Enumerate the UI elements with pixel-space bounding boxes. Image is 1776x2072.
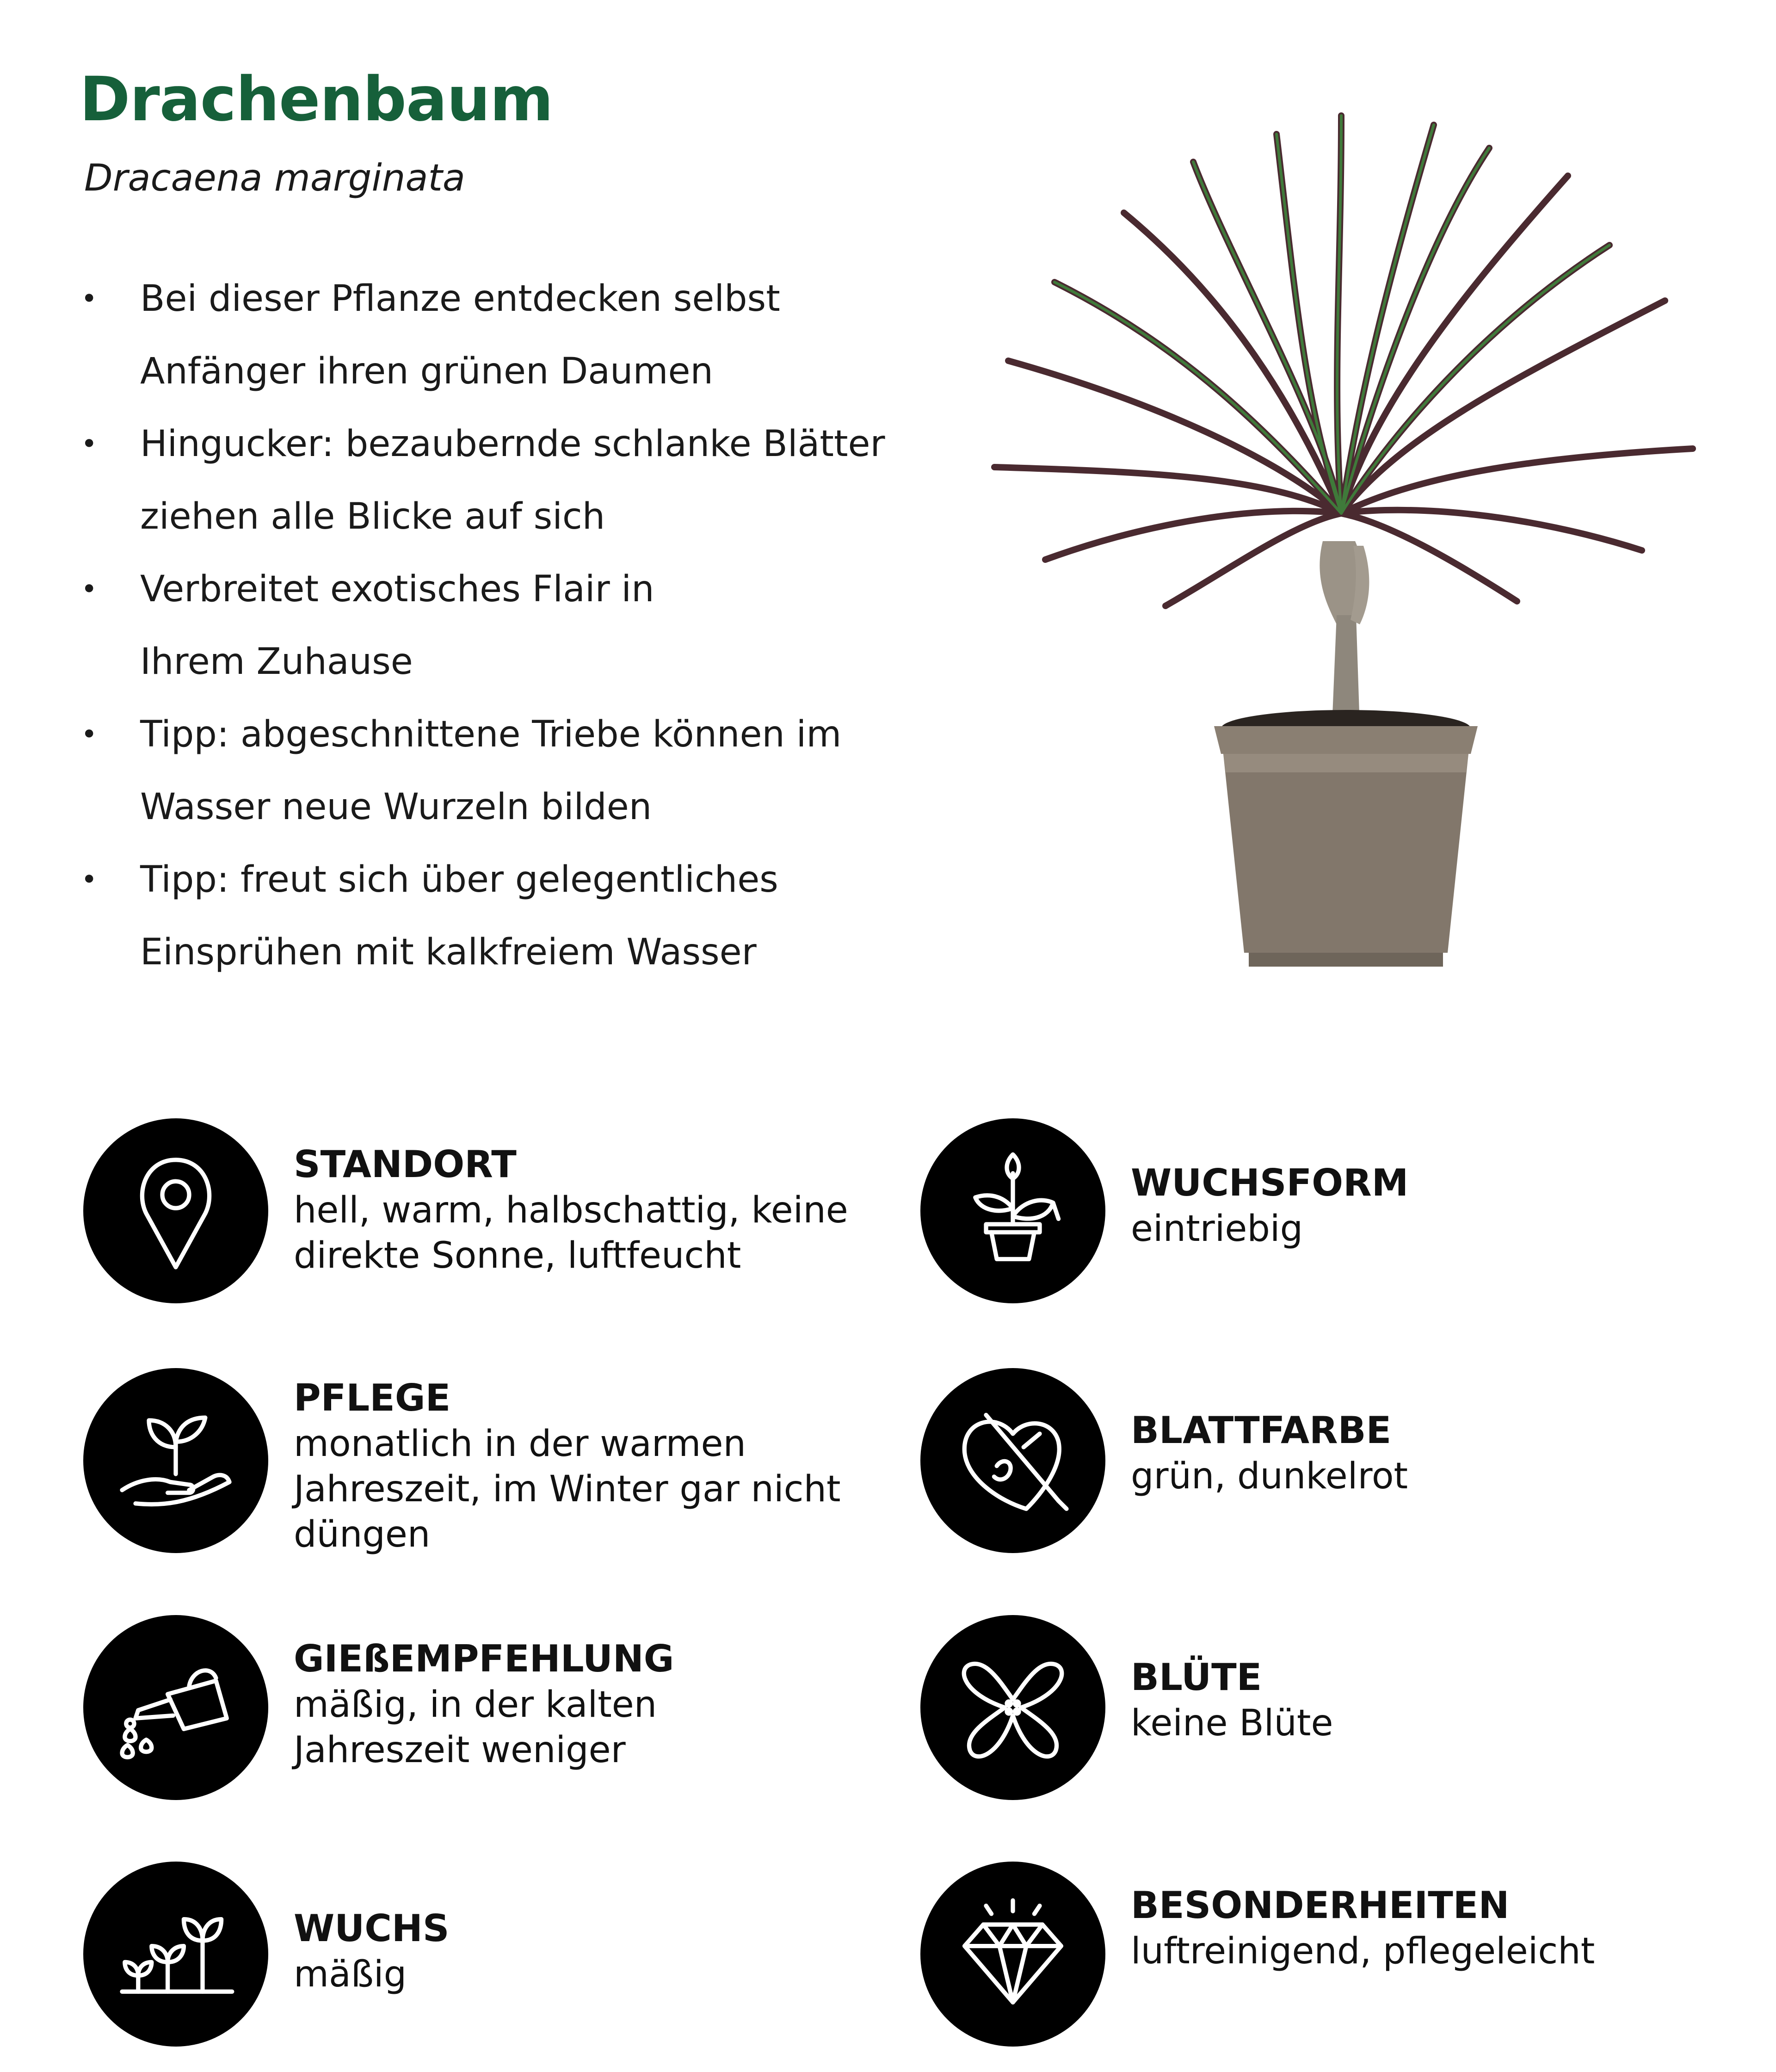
list-item bbox=[81, 263, 904, 335]
blattfarbe-value: grün, dunkelrot bbox=[1131, 1455, 1408, 1497]
property-giessempfehlung bbox=[83, 1615, 870, 1809]
wuchsform-text bbox=[1131, 1160, 1686, 1252]
trunk bbox=[1320, 541, 1369, 726]
standort-icon-badge bbox=[83, 1118, 268, 1303]
besonderheiten-icon-badge bbox=[920, 1862, 1105, 2047]
wuchs-icon-badge bbox=[83, 1862, 268, 2047]
flower-icon bbox=[946, 1640, 1080, 1775]
wuchsform-value: eintriebig bbox=[1131, 1208, 1303, 1250]
potted-plant-icon bbox=[946, 1144, 1080, 1278]
besonderheiten-text bbox=[1131, 1882, 1686, 1974]
list-item-text: ziehen alle Blicke auf sich bbox=[140, 496, 605, 537]
giessen-value: mäßig, in der kalten bbox=[294, 1684, 657, 1726]
standort-value: hell, warm, halbschattig, keine bbox=[294, 1190, 848, 1231]
list-item bbox=[81, 481, 904, 553]
list-item-text: Bei dieser Pflanze entdecken selbst bbox=[140, 278, 780, 320]
bullet-icon: • bbox=[81, 718, 98, 751]
property-pflege bbox=[83, 1368, 870, 1562]
pflege-value: monatlich in der warmen bbox=[294, 1423, 746, 1465]
list-item-text: Tipp: freut sich über gelegentliches bbox=[140, 859, 778, 900]
pflege-value: Jahreszeit, im Winter gar nicht bbox=[294, 1468, 841, 1510]
giessen-value: Jahreszeit weniger bbox=[294, 1729, 626, 1771]
property-bluete bbox=[920, 1615, 1707, 1809]
list-item bbox=[81, 771, 904, 844]
wuchsform-icon-badge bbox=[920, 1118, 1105, 1303]
list-item bbox=[81, 626, 904, 698]
bullet-icon: • bbox=[81, 428, 98, 460]
pflege-icon-badge bbox=[83, 1368, 268, 1553]
growing-sprouts-icon bbox=[109, 1887, 243, 2021]
pot bbox=[1214, 726, 1478, 967]
pflege-value: düngen bbox=[294, 1514, 431, 1555]
bluete-text bbox=[1131, 1654, 1686, 1746]
property-blattfarbe bbox=[920, 1368, 1707, 1562]
bullet-icon: • bbox=[81, 283, 98, 315]
pflege-label: PFLEGE bbox=[294, 1376, 451, 1419]
blattfarbe-label: BLATTFARBE bbox=[1131, 1409, 1392, 1452]
besonderheiten-value: luftreinigend, pflegeleicht bbox=[1131, 1930, 1595, 1972]
list-item-text: Wasser neue Wurzeln bilden bbox=[140, 786, 652, 828]
leaf-brush-icon bbox=[946, 1394, 1080, 1528]
leaves bbox=[994, 116, 1693, 606]
wuchs-value: mäßig bbox=[294, 1954, 407, 1995]
pflege-text bbox=[294, 1375, 849, 1557]
blattfarbe-text bbox=[1131, 1407, 1686, 1499]
bluete-label: BLÜTE bbox=[1131, 1656, 1262, 1699]
wuchs-text bbox=[294, 1906, 849, 1997]
besonderheiten-label: BESONDERHEITEN bbox=[1131, 1884, 1510, 1927]
bluete-value: keine Blüte bbox=[1131, 1702, 1333, 1744]
hand-seedling-icon bbox=[109, 1394, 243, 1528]
standort-label: STANDORT bbox=[294, 1143, 517, 1186]
list-item bbox=[81, 553, 904, 626]
list-item-text: Verbreitet exotisches Flair in bbox=[140, 568, 654, 610]
list-item bbox=[81, 335, 904, 408]
location-pin-icon bbox=[109, 1144, 243, 1278]
property-wuchs bbox=[83, 1862, 870, 2056]
list-item-text: Ihrem Zuhause bbox=[140, 641, 413, 683]
list-item-text: Anfänger ihren grünen Daumen bbox=[140, 351, 713, 392]
property-besonderheiten bbox=[920, 1862, 1707, 2056]
bullet-icon: • bbox=[81, 863, 98, 896]
feature-list bbox=[81, 263, 904, 989]
standort-text bbox=[294, 1141, 849, 1278]
list-item-text: Einsprühen mit kalkfreiem Wasser bbox=[140, 931, 757, 973]
list-item-text: Tipp: abgeschnittene Triebe können im bbox=[140, 714, 842, 755]
standort-value: direkte Sonne, luftfeucht bbox=[294, 1235, 741, 1276]
giessen-text bbox=[294, 1636, 849, 1773]
wuchsform-label: WUCHSFORM bbox=[1131, 1161, 1409, 1204]
property-standort bbox=[83, 1118, 870, 1313]
page-title: Drachenbaum bbox=[80, 64, 553, 135]
property-wuchsform bbox=[920, 1118, 1707, 1313]
bluete-icon-badge bbox=[920, 1615, 1105, 1800]
watering-can-icon bbox=[109, 1640, 243, 1775]
dracaena-plant-image bbox=[971, 106, 1711, 985]
list-item bbox=[81, 844, 904, 916]
list-item bbox=[81, 408, 904, 481]
list-item bbox=[81, 916, 904, 989]
giessen-label: GIEßEMPFEHLUNG bbox=[294, 1637, 674, 1680]
diamond-icon bbox=[946, 1887, 1080, 2021]
blattfarbe-icon-badge bbox=[920, 1368, 1105, 1553]
list-item-text: Hingucker: bezaubernde schlanke Blätter bbox=[140, 423, 885, 465]
wuchs-label: WUCHS bbox=[294, 1907, 450, 1950]
bullet-icon: • bbox=[81, 573, 98, 605]
giessen-icon-badge bbox=[83, 1615, 268, 1800]
botanical-name: Dracaena marginata bbox=[84, 156, 465, 199]
list-item bbox=[81, 698, 904, 771]
